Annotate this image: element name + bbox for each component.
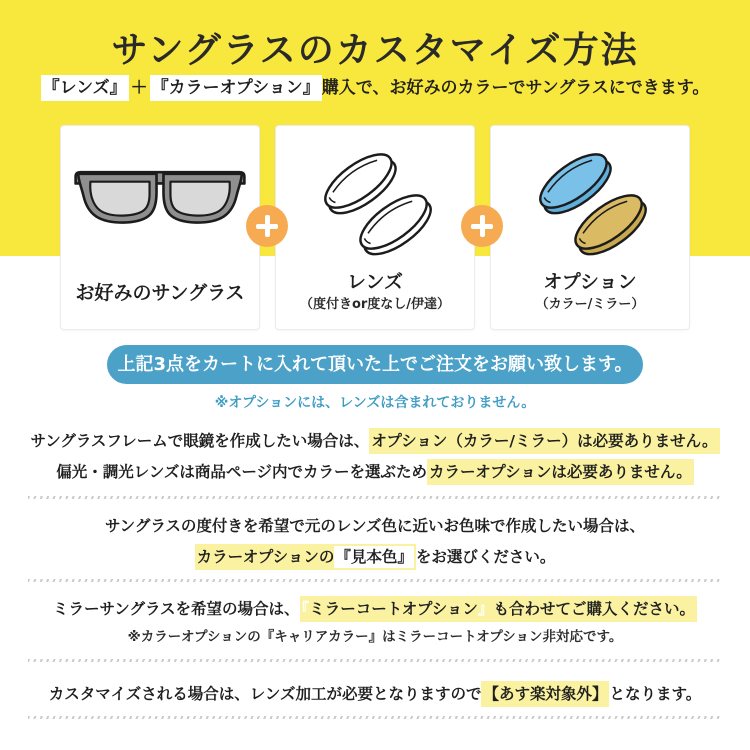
highlighted-text: 【あす楽対象外】 xyxy=(481,681,609,707)
sunglasses-icon xyxy=(73,166,247,227)
sample-color-term: 『見本色』 xyxy=(335,548,413,566)
highlighted-text xyxy=(195,544,416,570)
mirror-coat-term: ミラーコートオプション xyxy=(309,600,478,618)
note-text: サングラスフレームで眼鏡を作成したい場合は、 xyxy=(30,432,370,450)
highlighted-text xyxy=(300,596,697,622)
dashed-divider xyxy=(28,659,722,662)
subtitle-color-option-term: 『カラーオプション』 xyxy=(150,75,322,101)
subtitle-plus-sign: ＋ xyxy=(130,78,148,98)
subtitle-lens-term: 『レンズ』 xyxy=(41,75,129,101)
note-line xyxy=(0,426,750,457)
lens-icon xyxy=(306,142,446,264)
note-sample-color xyxy=(0,511,750,573)
plus-icon xyxy=(461,205,503,247)
note-text: も合わせてご購入ください。 xyxy=(493,600,695,618)
dashed-divider xyxy=(28,716,722,719)
note-text: をお選びください。 xyxy=(415,548,556,566)
note-line xyxy=(0,457,750,488)
note-mirror-coat xyxy=(0,594,750,649)
dashed-divider xyxy=(28,579,722,582)
open-bracket: 『 xyxy=(301,600,310,618)
subtitle xyxy=(0,75,750,102)
note-line xyxy=(0,542,750,573)
note-line xyxy=(0,511,750,542)
step-label-lens: レンズ xyxy=(347,271,403,293)
step-label-sunglasses: お好みのサングラス xyxy=(75,282,245,304)
note-line xyxy=(0,594,750,625)
note-text: カスタマイズされる場合は、レンズ加工が必要となりますので xyxy=(48,685,482,703)
plus-vertical-bar xyxy=(480,215,485,237)
dashed-divider xyxy=(28,496,722,499)
subtitle-rest: 購入で、お好みのカラーでサングラスにできます。 xyxy=(321,78,710,98)
note-text: カラーオプションの xyxy=(196,548,335,566)
option-lens-note: ※オプションには、レンズは含まれておりません。 xyxy=(214,395,536,411)
color-option-icon xyxy=(521,142,661,264)
note-text: サングラスの度付きを希望で元のレンズ色に近いお色味で作成したい場合は、 xyxy=(104,517,646,535)
step-box-option xyxy=(490,125,690,330)
highlighted-text: カラーオプションは必要ありません。 xyxy=(427,459,694,485)
plus-icon xyxy=(246,205,288,247)
page-title: サングラスのカスタマイズ方法 xyxy=(111,30,639,71)
step-sublabel-lens: （度付きor度なし/伊達） xyxy=(299,297,451,312)
plus-vertical-bar xyxy=(265,215,270,237)
note-text: となります。 xyxy=(609,685,702,703)
note-text: ミラーサングラスを希望の場合は、 xyxy=(53,600,300,618)
note-line xyxy=(0,679,750,710)
note-carrier-color: ※カラーオプションの『キャリアカラー』はミラーコートオプション非対応です。 xyxy=(127,629,623,645)
note-text: 偏光・調光レンズは商品ページ内でカラーを選ぶため xyxy=(56,463,428,481)
order-instruction-banner: 上記3点をカートに入れて頂いた上でご注文をお願い致します。 xyxy=(107,345,643,384)
close-bracket: 』 xyxy=(477,600,494,618)
highlighted-text: オプション（カラー/ミラー）は必要ありません。 xyxy=(369,428,719,454)
step-box-sunglasses xyxy=(60,125,260,330)
step-box-lens xyxy=(275,125,475,330)
note-next-day-shipping xyxy=(0,679,750,710)
step-label-option: オプション xyxy=(543,271,637,293)
note-frame-glasses xyxy=(0,426,750,488)
step-sublabel-option: （カラー/ミラー） xyxy=(535,297,645,312)
